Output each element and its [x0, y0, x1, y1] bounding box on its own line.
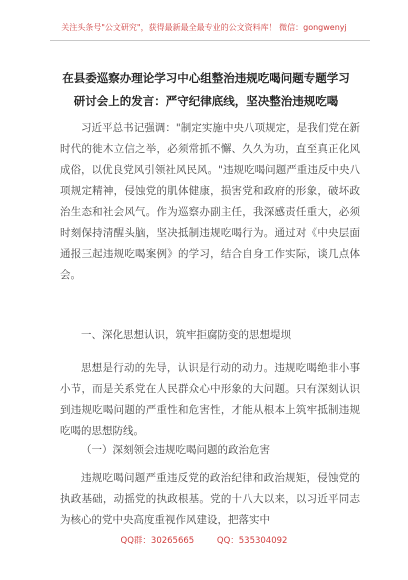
document-title — [48, 67, 364, 113]
footer-qq-group: QQ群：30265665 — [120, 536, 195, 546]
footer-contact — [0, 534, 408, 546]
paragraph-intro: 习近平总书记强调："制定实施中央八项规定，是我们党在新时代的徙木立信之举，必须常抓不懈、久久为功，直至真正化风成俗，以优良党风引领社风民风。"违规吃喝问题严重违反中央八项规定精神，侵蚀党的肌体健康，损害党和政府的形象，破坏政治生态和社会风气。作为巡察办副主任，我深感责任重大，必须时刻保持清醒头脑，坚决抵制违规吃喝行为。通过对《中央层面通报三起违规吃喝案例》的学习，结合自身工作实际，谈几点体会。 — [60, 122, 360, 281]
header-divider — [50, 40, 370, 41]
footer-qq-number: QQ：535304092 — [216, 536, 288, 546]
paragraph-section-1: 思想是行动的先导，认识是行动的动力。违规吃喝绝非小事小节，而是关系党在人民群众心中形象的大问题。只有深刻认识到违规吃喝问题的严重性和危害性，才能从根本上筑牢抵制违规吃喝的思想防线。 — [60, 362, 360, 437]
header-promo-note: 关注头条号"公文研究"，获得最新最全最专业的公文资料库！ 微信：gongwenyj — [61, 23, 347, 32]
title-line-1: 在县委巡察办理论学习中心组整治违规吃喝问题专题学习 — [62, 71, 350, 85]
subsection-heading-1: （一）深刻领会违规吃喝问题的政治危害 — [81, 444, 270, 456]
section-heading-1: 一、深化思想认识，筑牢拒腐防变的思想堤坝 — [81, 329, 291, 341]
paragraph-subsection-1: 违规吃喝问题严重违反党的政治纪律和政治规矩，侵蚀党的执政基础，动摇党的执政根基。党的十八大以来，以习近平同志为核心的党中央高度重视作风建设，把落实中 — [60, 472, 360, 526]
title-line-2: 研讨会上的发言：严守纪律底线，坚决整治违规吃喝 — [73, 94, 339, 108]
